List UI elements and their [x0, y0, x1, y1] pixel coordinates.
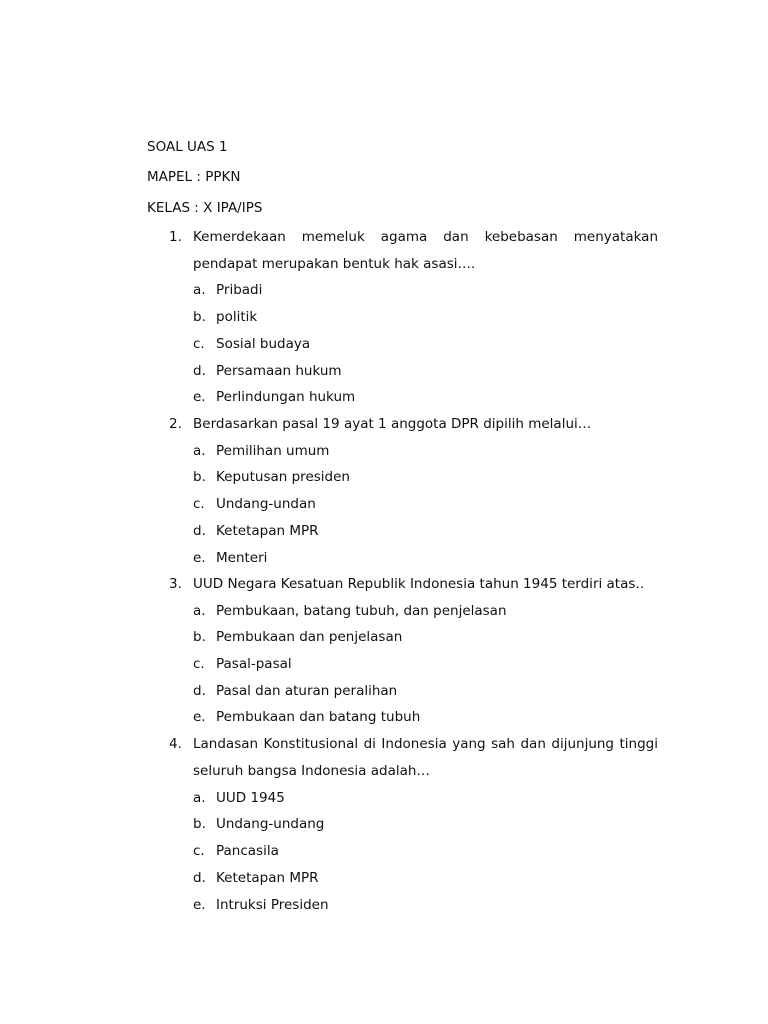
option-letter: c. — [193, 656, 205, 672]
option-letter: b. — [193, 816, 206, 832]
option-letter: d. — [193, 870, 206, 886]
subject-line: MAPEL : PPKN — [147, 169, 241, 185]
option-2d — [193, 522, 319, 540]
option-letter: d. — [193, 523, 206, 539]
option-letter: c. — [193, 336, 205, 352]
option-text: Pasal-pasal — [216, 656, 292, 672]
option-letter: e. — [193, 389, 206, 405]
option-3d — [193, 682, 397, 700]
option-letter: c. — [193, 496, 205, 512]
option-letter: d. — [193, 683, 206, 699]
option-text: Ketetapan MPR — [216, 523, 319, 539]
option-text: UUD 1945 — [216, 790, 285, 806]
question-number: 2. — [169, 416, 182, 432]
option-text: Pribadi — [216, 282, 263, 298]
option-letter: a. — [193, 443, 206, 459]
option-letter: c. — [193, 843, 205, 859]
option-letter: b. — [193, 469, 206, 485]
option-letter: e. — [193, 550, 206, 566]
option-text: Pembukaan dan batang tubuh — [216, 709, 421, 725]
class-line: KELAS : X IPA/IPS — [147, 200, 263, 216]
option-3a — [193, 602, 507, 620]
option-1b — [193, 308, 257, 326]
option-letter: b. — [193, 309, 206, 325]
question-text: UUD Negara Kesatuan Republik Indonesia tahun 1945 terdiri atas.. — [193, 576, 644, 592]
question-number: 4. — [169, 736, 182, 752]
option-letter: a. — [193, 603, 206, 619]
option-1a — [193, 281, 262, 299]
option-2a — [193, 442, 329, 460]
option-text: Pasal dan aturan peralihan — [216, 683, 398, 699]
option-letter: e. — [193, 897, 206, 913]
option-letter: a. — [193, 282, 206, 298]
option-text: Undang-undang — [216, 816, 325, 832]
option-2e — [193, 549, 267, 567]
option-4a — [193, 789, 285, 807]
option-text: Intruksi Presiden — [216, 897, 329, 913]
option-letter: b. — [193, 629, 206, 645]
option-3c — [193, 655, 292, 673]
option-2c — [193, 495, 316, 513]
option-1d — [193, 362, 342, 380]
option-text: Menteri — [216, 550, 268, 566]
option-4c — [193, 842, 279, 860]
question-text: Berdasarkan pasal 19 ayat 1 anggota DPR dipilih melalui… — [193, 416, 592, 432]
option-4b — [193, 815, 324, 833]
option-4d — [193, 869, 319, 887]
option-text: Undang-undan — [216, 496, 316, 512]
option-text: Pemilihan umum — [216, 443, 330, 459]
option-text: Sosial budaya — [216, 336, 311, 352]
option-text: Pembukaan, batang tubuh, dan penjelasan — [216, 603, 507, 619]
option-3b — [193, 628, 402, 646]
option-2b — [193, 468, 350, 486]
question-number: 3. — [169, 576, 182, 592]
option-4e — [193, 896, 329, 914]
option-letter: e. — [193, 709, 206, 725]
option-text: Pancasila — [216, 843, 279, 859]
question-text: Landasan Konstitusional di Indonesia yang sah dan dijunjung tinggi seluruh bangsa Indonesia adalah… — [193, 736, 658, 779]
option-1e — [193, 388, 355, 406]
document-title: SOAL UAS 1 — [147, 139, 228, 155]
option-text: Ketetapan MPR — [216, 870, 319, 886]
option-3e — [193, 708, 420, 726]
option-text: Perlindungan hukum — [216, 389, 356, 405]
option-text: Keputusan presiden — [216, 469, 350, 485]
option-text: Persamaan hukum — [216, 363, 342, 379]
option-letter: a. — [193, 790, 206, 806]
option-letter: d. — [193, 363, 206, 379]
option-text: politik — [216, 309, 258, 325]
question-text: Kemerdekaan memeluk agama dan kebebasan menyatakan pendapat merupakan bentuk hak asasi…. — [193, 229, 658, 272]
question-number: 1. — [169, 229, 182, 245]
option-text: Pembukaan dan penjelasan — [216, 629, 403, 645]
option-1c — [193, 335, 310, 353]
